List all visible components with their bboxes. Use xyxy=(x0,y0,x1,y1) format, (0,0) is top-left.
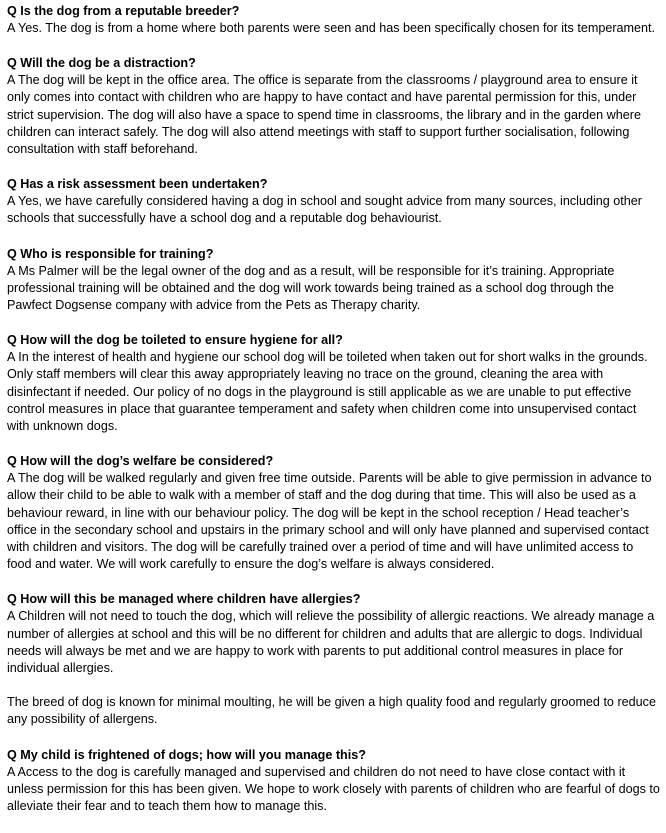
faq-item-breeder xyxy=(7,3,661,37)
faq-question: Q My child is frightened of dogs; how will you manage this? xyxy=(7,747,366,762)
faq-answer: A The dog will be kept in the office area. The office is separate from the classrooms / playground area to ensure it only comes into contact with children who are happy to have contact and have parental permission for this, under strict supervision. The dog will also have a space to spend time in classrooms, the library and in the garden where children can interact safely. The dog will also attend meetings with staff to support further socialisation, following consultation with staff beforehand. xyxy=(7,73,641,157)
faq-item-hygiene xyxy=(7,332,661,435)
faq-question: Q How will the dog be toileted to ensure hygiene for all? xyxy=(7,333,343,348)
faq-item-risk-assessment xyxy=(7,176,661,227)
faq-document xyxy=(7,3,661,833)
faq-answer: A The dog will be walked regularly and given free time outside. Parents will be able to give permission in advance to allow their child to be able to walk with a member of staff and the dog during that time. This will also be used as a behaviour reward, in line with our behaviour policy. The dog will be kept in the school reception / Head teacher’s office in the secondary school and upstairs in the primary school and will only have planned and supervised contact with children and visitors. The dog will be carefully trained over a period of time and will have unlimited access to food and water. We will work carefully to ensure the dog’s welfare is always considered. xyxy=(7,471,652,572)
faq-answer: A Children will not need to touch the dog, which will relieve the possibility of allergic reactions. We already manage a number of allergies at school and this will be no different for children and adults that are allergic to dogs. Individual needs will always be met and we are happy to work with parents to put additional control measures in place for individual allergies. xyxy=(7,609,655,676)
faq-answer: A In the interest of health and hygiene our school dog will be toileted when taken out for short walks in the grounds. Only staff members will clear this away appropriately leaving no trace on the ground, cleaning the area with disinfectant if needed. Our policy of no dogs in the playground is still applicable as we are unable to put effective control measures in place that guarantee temperament and safety when children come into unsupervised contact with unknown dogs. xyxy=(7,350,648,434)
faq-item-allergies xyxy=(7,591,661,728)
faq-question: Q Will the dog be a distraction? xyxy=(7,56,196,71)
faq-answer: A Access to the dog is carefully managed and supervised and children do not need to have close contact with it unless permission for this has been given. We hope to work closely with parents of children who are fearful of dogs to alleviate their fear and to teach them how to manage this. xyxy=(7,764,660,814)
faq-answer-extra: The breed of dog is known for minimal moulting, he will be given a high quality food and regularly groomed to reduce any possibility of allergens. xyxy=(7,695,656,727)
faq-answer: A Ms Palmer will be the legal owner of the dog and as a result, will be responsible for it’s training. Appropriate professional training will be obtained and the dog will work towards being trained as a school dog through the Pawfect Dogsense company with advice from the Pets as Therapy charity. xyxy=(7,263,615,313)
faq-item-training xyxy=(7,246,661,315)
faq-item-distraction xyxy=(7,55,661,158)
faq-item-welfare xyxy=(7,453,661,573)
faq-question: Q Who is responsible for training? xyxy=(7,246,214,261)
faq-question: Q How will the dog’s welfare be considered? xyxy=(7,454,274,469)
faq-question: Q Has a risk assessment been undertaken? xyxy=(7,177,268,192)
faq-question: Q Is the dog from a reputable breeder? xyxy=(7,4,240,18)
faq-answer: A Yes, we have carefully considered having a dog in school and sought advice from many sources, including other schools that successfully have a school dog and a reputable dog behaviourist. xyxy=(7,194,642,226)
faq-answer: A Yes. The dog is from a home where both parents were seen and has been specifically chosen for its temperament. xyxy=(7,21,656,35)
faq-item-frightened xyxy=(7,747,661,816)
faq-question: Q How will this be managed where children have allergies? xyxy=(7,592,361,607)
